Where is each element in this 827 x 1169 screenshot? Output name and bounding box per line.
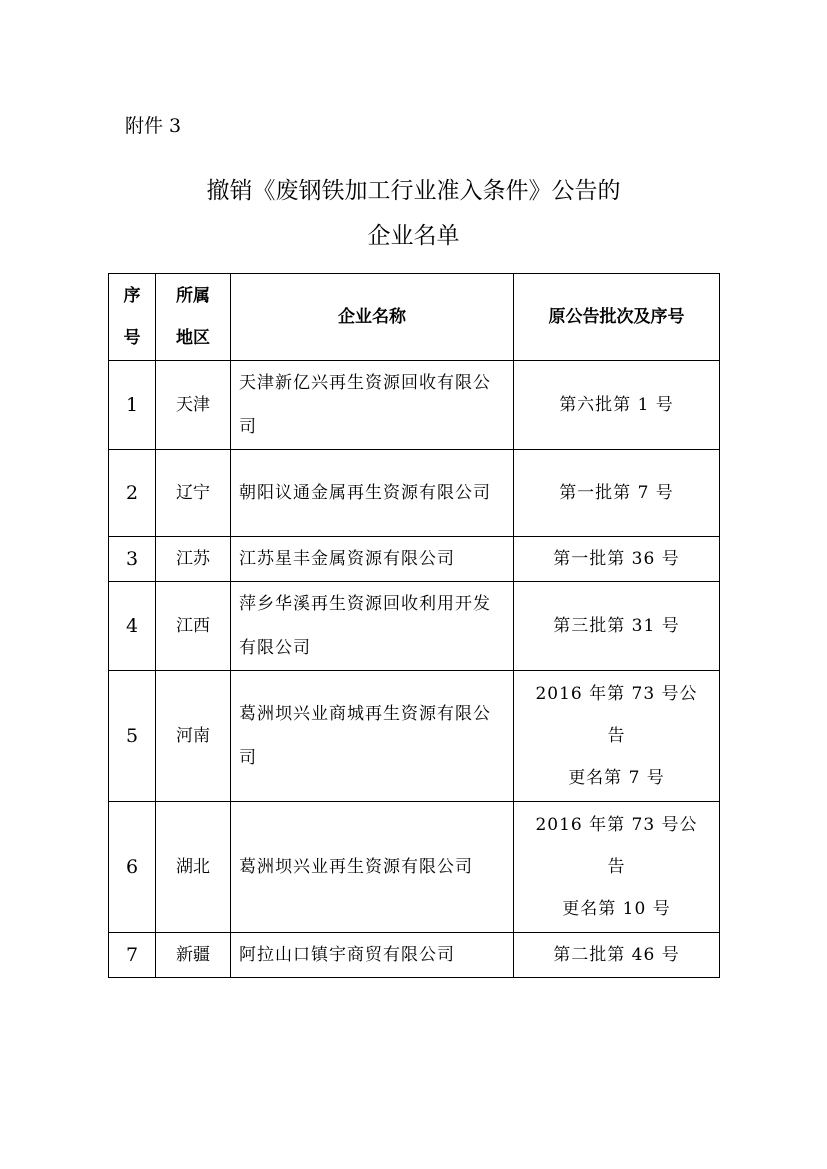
document-title: 撤销《废钢铁加工行业准入条件》公告的 — [206, 178, 621, 204]
row-region: 天津 — [156, 361, 231, 450]
row-company: 阿拉山口镇宇商贸有限公司 — [231, 933, 514, 978]
row-batch: 第一批第 7 号 — [514, 450, 720, 537]
row-region: 湖北 — [156, 802, 231, 933]
row-batch: 第六批第 1 号 — [514, 361, 720, 450]
row-region: 新疆 — [156, 933, 231, 978]
row-batch: 2016 年第 73 号公 告 更名第 7 号 — [514, 671, 720, 802]
row-region: 河南 — [156, 671, 231, 802]
header-batch: 原公告批次及序号 — [514, 274, 720, 361]
row-company: 天津新亿兴再生资源回收有限公司 — [231, 361, 514, 450]
row-company: 葛洲坝兴业商城再生资源有限公司 — [231, 671, 514, 802]
table-row — [109, 537, 720, 582]
table-row — [109, 671, 720, 802]
row-seq: 6 — [109, 802, 156, 933]
row-company: 江苏星丰金属资源有限公司 — [231, 537, 514, 582]
row-seq: 5 — [109, 671, 156, 802]
row-batch: 第二批第 46 号 — [514, 933, 720, 978]
company-list-table — [108, 273, 720, 978]
row-batch: 2016 年第 73 号公 告 更名第 10 号 — [514, 802, 720, 933]
header-region: 所属 地区 — [156, 274, 231, 361]
table-row — [109, 582, 720, 671]
row-batch: 第一批第 36 号 — [514, 537, 720, 582]
row-region: 辽宁 — [156, 450, 231, 537]
row-seq: 4 — [109, 582, 156, 671]
row-company: 朝阳议通金属再生资源有限公司 — [231, 450, 514, 537]
row-seq: 2 — [109, 450, 156, 537]
header-company: 企业名称 — [231, 274, 514, 361]
row-region: 江西 — [156, 582, 231, 671]
row-company: 萍乡华溪再生资源回收利用开发有限公司 — [231, 582, 514, 671]
row-region: 江苏 — [156, 537, 231, 582]
row-batch: 第三批第 31 号 — [514, 582, 720, 671]
table-row — [109, 361, 720, 450]
document-subtitle: 企业名单 — [367, 223, 460, 249]
header-seq: 序 号 — [109, 274, 156, 361]
row-company: 葛洲坝兴业再生资源有限公司 — [231, 802, 514, 933]
row-seq: 3 — [109, 537, 156, 582]
attachment-label: 附件 3 — [125, 115, 182, 137]
table-row — [109, 802, 720, 933]
table-row — [109, 933, 720, 978]
row-seq: 1 — [109, 361, 156, 450]
table-row — [109, 450, 720, 537]
row-seq: 7 — [109, 933, 156, 978]
table-header-row — [109, 274, 720, 361]
